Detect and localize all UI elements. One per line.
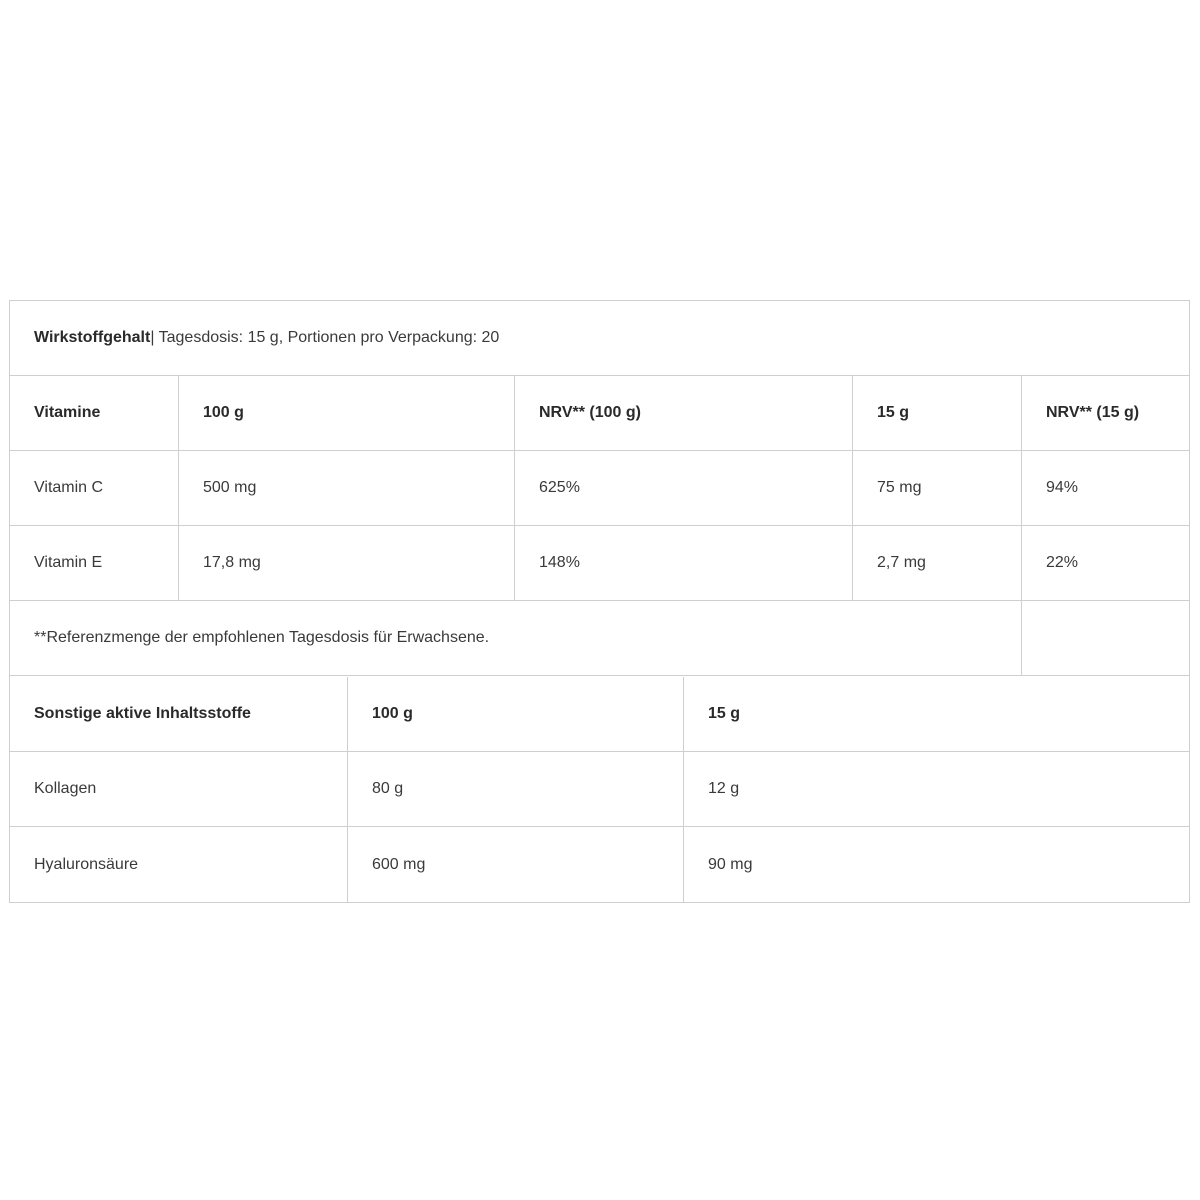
active-amount-100g: 80 g (347, 752, 683, 826)
vitamin-amount-15g: 2,7 mg (852, 526, 1021, 600)
vitamin-amount-15g: 75 mg (852, 451, 1021, 525)
header-vitamine: Vitamine (34, 404, 101, 421)
vitamin-amount-100g: 17,8 mg (178, 526, 514, 600)
table-title-row (10, 301, 1189, 376)
vitamin-nrv-15g: 22% (1021, 526, 1189, 600)
table-row (10, 526, 1189, 601)
vitamin-nrv-100g: 625% (514, 451, 852, 525)
active-amount-15g: 90 mg (683, 827, 1189, 902)
table-title-rest: | Tagesdosis: 15 g, Portionen pro Verpackung: 20 (150, 329, 500, 346)
header-actives-15g: 15 g (683, 677, 1189, 751)
table-title-bold: Wirkstoffgehalt (34, 329, 151, 346)
active-name: Kollagen (34, 780, 97, 797)
active-name: Hyaluronsäure (34, 855, 139, 873)
header-nrv-15g: NRV** (15 g) (1021, 376, 1189, 450)
footnote-empty-cell (1021, 601, 1189, 675)
nutrient-table (9, 300, 1190, 903)
footnote-row (10, 601, 1189, 676)
vitamin-name: Vitamin E (34, 554, 103, 571)
vitamin-name: Vitamin C (34, 479, 104, 496)
vitamin-nrv-15g: 94% (1021, 451, 1189, 525)
table-row (10, 827, 1189, 902)
table-title (10, 301, 1189, 375)
vitamin-header-row (10, 376, 1189, 451)
header-15g: 15 g (852, 376, 1021, 450)
table-row (10, 451, 1189, 526)
header-100g: 100 g (178, 376, 514, 450)
table-row (10, 752, 1189, 827)
actives-header-row (10, 677, 1189, 752)
vitamin-amount-100g: 500 mg (178, 451, 514, 525)
active-amount-15g: 12 g (683, 752, 1189, 826)
vitamin-nrv-100g: 148% (514, 526, 852, 600)
header-nrv-100g: NRV** (100 g) (514, 376, 852, 450)
header-actives-100g: 100 g (347, 677, 683, 751)
footnote: **Referenzmenge der empfohlenen Tagesdosis für Erwachsene. (34, 629, 490, 646)
header-sonstige: Sonstige aktive Inhaltsstoffe (34, 705, 251, 722)
active-amount-100g: 600 mg (347, 827, 683, 902)
